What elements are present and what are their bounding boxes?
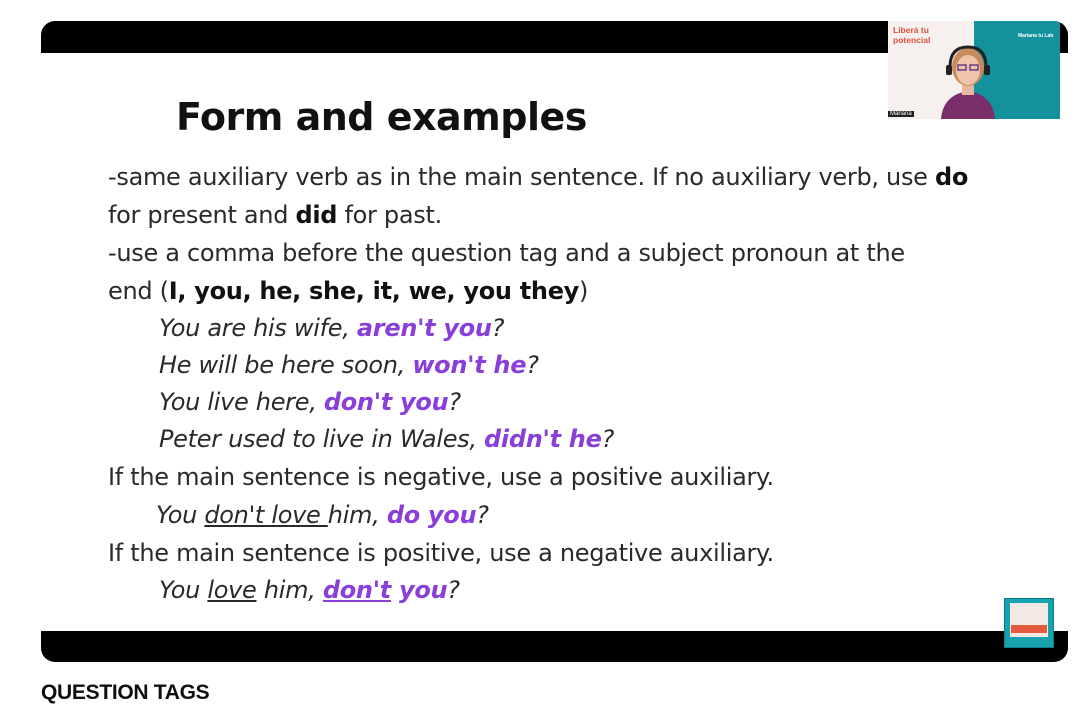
webcam-brand: Mariana tu Lab: [1018, 33, 1054, 39]
example-line: Peter used to live in Wales, didn't he?: [159, 425, 615, 453]
webcam-slogan: Liberá tu potencial: [893, 25, 931, 45]
presenter-name: Mariana: [890, 111, 912, 117]
positive-rule: If the main sentence is positive, use a negative auxiliary.: [108, 539, 774, 567]
presenter-avatar: [933, 37, 1003, 119]
presenter-webcam: [888, 21, 1060, 119]
question-tag: do you: [386, 501, 477, 529]
rule-2-line-2: end (I, you, he, she, it, we, you they): [108, 277, 589, 305]
rule-1-line-2: for present and did for past.: [108, 201, 442, 229]
rule-2-line-1: -use a comma before the question tag and a subject pronoun at the: [108, 239, 905, 267]
example-line: You are his wife, aren't you?: [159, 314, 505, 342]
question-tag: don't: [322, 576, 391, 604]
rule-1-line-1: -same auxiliary verb as in the main sentence. If no auxiliary verb, use do: [108, 163, 969, 191]
slide: [41, 53, 1068, 631]
video-player[interactable]: [41, 21, 1068, 662]
example-line: You live here, don't you?: [159, 388, 461, 416]
question-tag: aren't you: [356, 314, 492, 342]
positive-example: You love him, don't you?: [159, 576, 460, 604]
question-tag: won't he: [412, 351, 527, 379]
example-line: He will be here soon, won't he?: [159, 351, 539, 379]
channel-watermark-icon[interactable]: [1004, 598, 1054, 648]
question-tag: don't you: [323, 388, 449, 416]
negative-example: You don't love him, do you?: [156, 501, 489, 529]
question-tag: didn't he: [484, 425, 602, 453]
video-title: QUESTION TAGS: [41, 681, 210, 704]
slide-title: Form and examples: [176, 95, 587, 139]
negative-rule: If the main sentence is negative, use a positive auxiliary.: [108, 463, 774, 491]
